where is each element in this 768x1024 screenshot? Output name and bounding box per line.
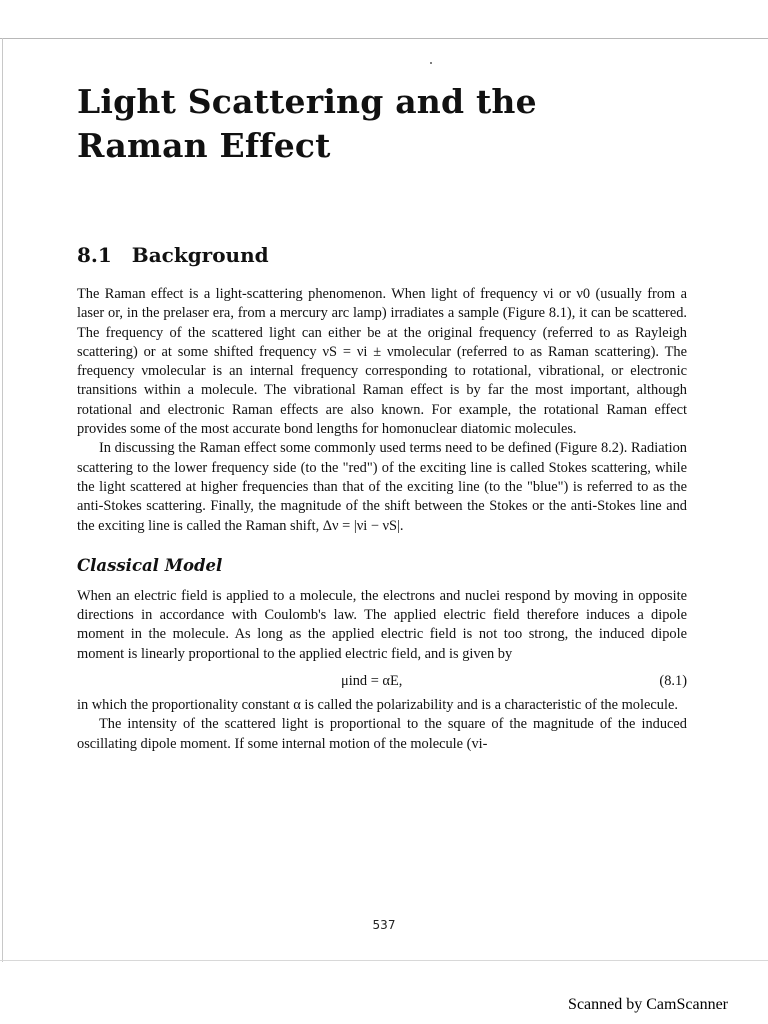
equation-expression: μind = αE, [341, 673, 403, 690]
equation-8-1 [77, 666, 687, 696]
scan-speck [430, 62, 432, 64]
page-content [77, 80, 687, 754]
chapter-title [77, 80, 687, 168]
paragraph-intro: The Raman effect is a light-scattering phenomenon. When light of frequency νi or ν0 (usually from a laser or, in the prelaser era, from a mercury arc lamp) irradiates a sample (Figure 8.1), it can be scattered. The frequency of the scattered light can either be at the original frequency (referred to as Rayleigh scattering) or at some shifted frequency νS = νi ± νmolecular (referred to as Raman scattering). The frequency νmolecular is an internal frequency corresponding to rotational, vibrational, or electronic transitions within a molecule. The vibrational Raman effect is by far the most important, although rotational and electronic Raman effects are also known. For example, the rotational Raman effect provides some of the most accurate bond lengths for homonuclear diatomic molecules. [77, 286, 687, 438]
chapter-title-line2: Raman Effect [77, 126, 331, 165]
section-title: Background [131, 243, 269, 267]
section-heading [77, 243, 687, 267]
paragraph-terms: In discussing the Raman effect some commonly used terms need to be defined (Figure 8.2). Radiation scattering to the lower frequency side (to the "red") of the exciting line is called Stokes scattering, while the light scattered at higher frequencies than that of the exciting line (to the "blue") is referred to as the anti-Stokes scattering. Finally, the magnitude of the shift between the Stokes or the anti-Stokes line and the exciting line is called the Raman shift, Δν = |νi − νS|. [77, 440, 687, 534]
paragraph-classical: When an electric field is applied to a molecule, the electrons and nuclei respond by moving in opposite directions in accordance with Coulomb's law. The applied electric field therefore induces a dipole moment in the molecule. As long as the applied electric field is not too strong, the induced dipole moment is linearly proportional to the applied electric field, and is given by [77, 587, 687, 662]
scanner-watermark: Scanned by CamScanner [568, 996, 728, 1013]
scan-edge-top [0, 38, 768, 39]
scan-edge-bottom [0, 960, 768, 961]
paragraph-polarizability: in which the proportionality constant α is called the polarizability and is a characteristic of the molecule. [77, 697, 678, 714]
equation-number: (8.1) [659, 673, 687, 690]
chapter-title-line1: Light Scattering and the [77, 82, 537, 121]
page-number: 537 [372, 918, 396, 932]
section-number: 8.1 [77, 243, 112, 267]
scan-edge-left [2, 38, 3, 962]
paragraph-intensity: The intensity of the scattered light is proportional to the square of the magnitude of the induced oscillating dipole moment. If some internal motion of the molecule (vi- [77, 716, 687, 752]
subsection-heading: Classical Model [77, 555, 223, 575]
